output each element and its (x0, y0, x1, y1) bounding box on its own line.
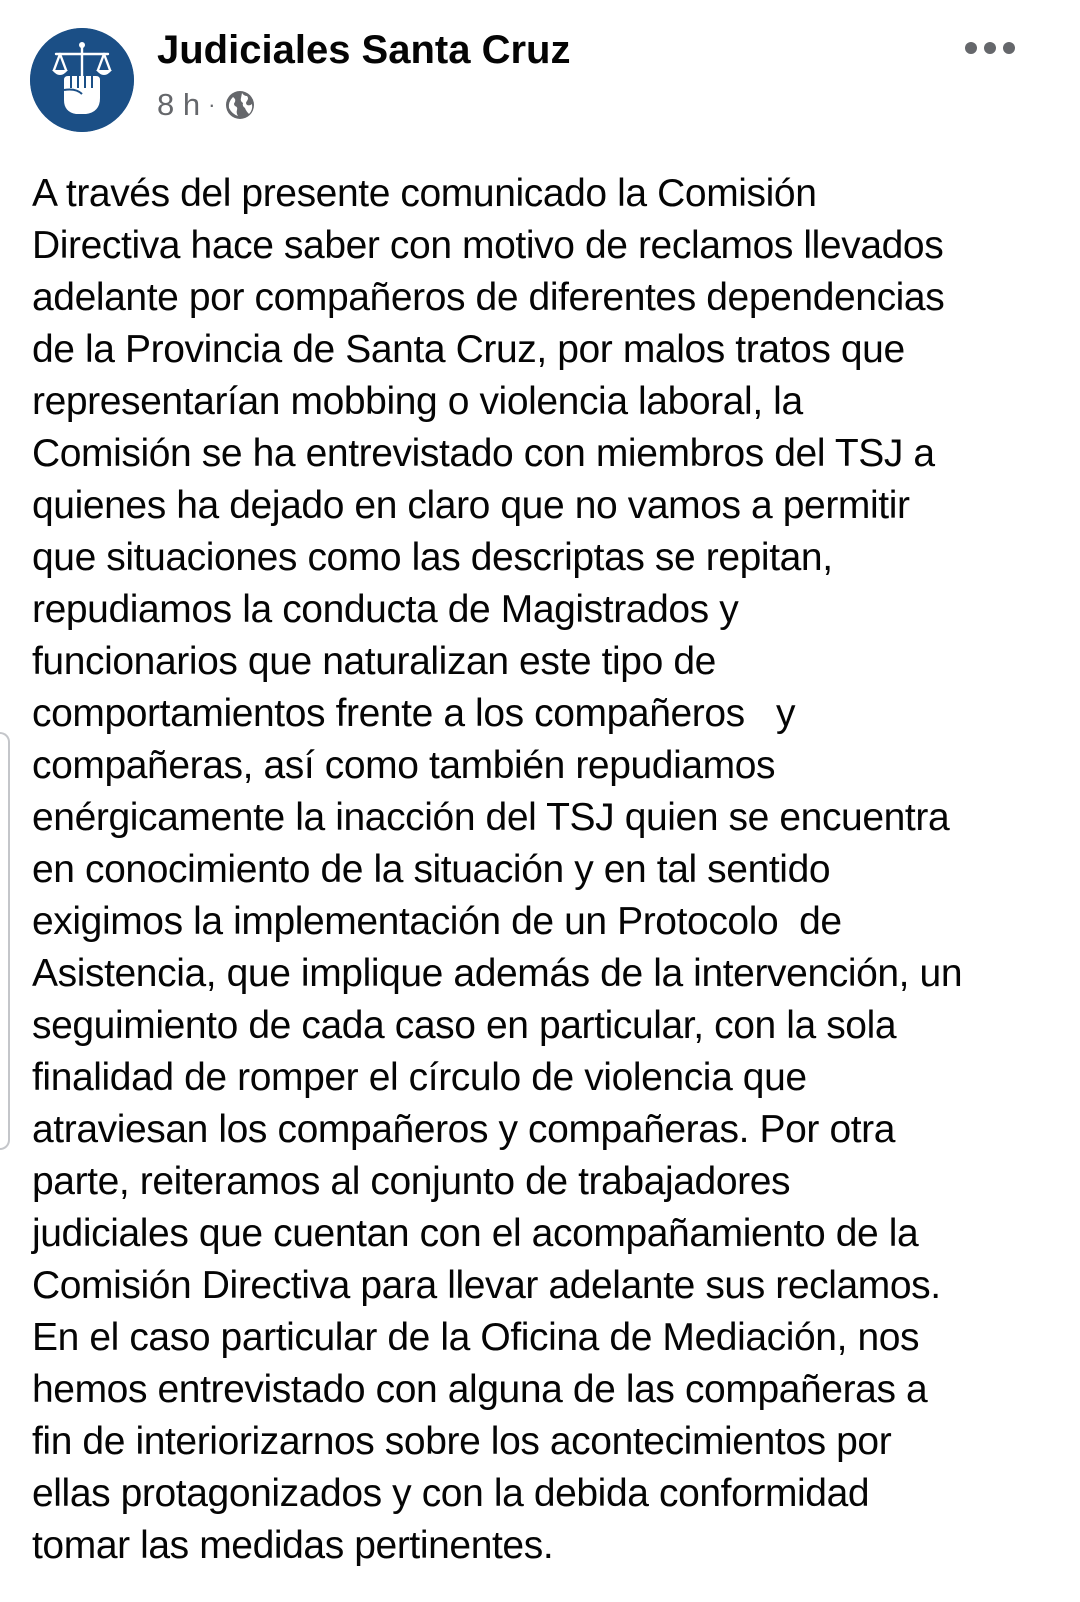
post-text-line: hemos entrevistado con alguna de las compañeras a (32, 1368, 928, 1411)
scales-fist-logo-icon (30, 28, 134, 132)
post-text-line: judiciales que cuentan con el acompañamiento de la (32, 1212, 919, 1255)
post-text-line: funcionarios que naturalizan este tipo de (32, 640, 716, 683)
post-text-line: Directiva hace saber con motivo de reclamos llevados (32, 224, 944, 267)
post-text-line: seguimiento de cada caso en particular, con la sola (32, 1004, 897, 1047)
more-options-button[interactable] (960, 32, 1020, 64)
scroll-handle[interactable] (0, 732, 10, 1150)
post-text-line: enérgicamente la inacción del TSJ quien se encuentra (32, 796, 950, 839)
post-text-line: Comisión Directiva para llevar adelante sus reclamos. (32, 1264, 941, 1307)
post-text-line: representarían mobbing o violencia laboral, la (32, 380, 803, 423)
post-text-line: exigimos la implementación de un Protocolo de (32, 900, 842, 943)
post-meta (157, 85, 256, 125)
post-timestamp[interactable]: 8 h (157, 87, 201, 122)
post-text-line: en conocimiento de la situación y en tal sentido (32, 848, 831, 891)
post-text-line: adelante por compañeros de diferentes dependencias (32, 276, 945, 319)
post-text-line: finalidad de romper el círculo de violencia que (32, 1056, 807, 1099)
post-text-line: atraviesan los compañeros y compañeras. Por otra (32, 1108, 896, 1151)
post-text-line: compañeras, así como también repudiamos (32, 744, 776, 787)
post-text-line: tomar las medidas pertinentes. (32, 1524, 554, 1567)
page-avatar[interactable] (30, 28, 134, 132)
post-text-line: A través del presente comunicado la Comisión (32, 172, 817, 215)
post-text-line: comportamientos frente a los compañeros y (32, 692, 796, 735)
post-text-line: ellas protagonizados y con la debida conformidad (32, 1472, 870, 1515)
post-text-line: quienes ha dejado en claro que no vamos a permitir (32, 484, 910, 527)
globe-icon (224, 89, 256, 121)
meta-separator: · (208, 92, 216, 117)
post-text-line: parte, reiteramos al conjunto de trabajadores (32, 1160, 791, 1203)
post-text-line: En el caso particular de la Oficina de Mediación, nos (32, 1316, 920, 1359)
post-text-line: Asistencia, que implique además de la intervención, un (32, 952, 963, 995)
post-text-line: que situaciones como las descriptas se repitan, (32, 536, 833, 579)
post-text-line: Comisión se ha entrevistado con miembros del TSJ a (32, 432, 935, 475)
post-text (32, 168, 1072, 1572)
more-options-icon (964, 41, 1016, 55)
page-name[interactable]: Judiciales Santa Cruz (157, 28, 571, 72)
post-header (0, 0, 1080, 150)
post-text-line: repudiamos la conducta de Magistrados y (32, 588, 739, 631)
post-text-line: fin de interiorizarnos sobre los acontecimientos por (32, 1420, 892, 1463)
post-text-line: de la Provincia de Santa Cruz, por malos tratos que (32, 328, 905, 371)
